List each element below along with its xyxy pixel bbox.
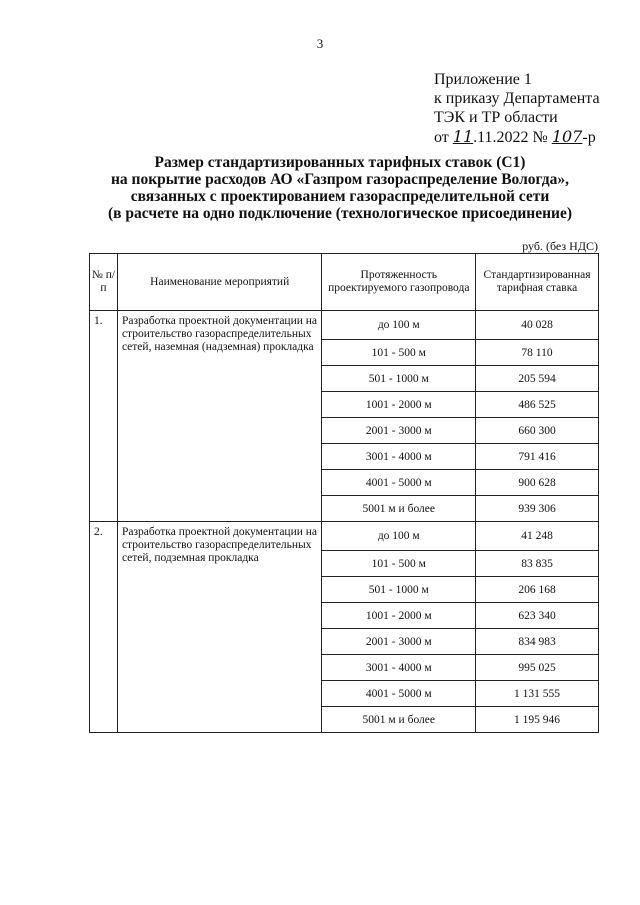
title-line3: связанных с проектированием газораспределительной сети [130, 188, 550, 205]
rate-cell: 623 340 [476, 603, 599, 629]
length-cell: 4001 - 5000 м [322, 681, 476, 707]
rate-cell: 1 195 946 [476, 707, 599, 733]
activity-name-cell: Разработка проектной документации на строительство газораспределительных сетей, наземная (надземная) прокладка [117, 311, 322, 522]
appendix-block [434, 70, 600, 147]
page-number: 3 [316, 36, 324, 51]
rate-cell: 660 300 [476, 418, 599, 444]
length-cell: 3001 - 4000 м [322, 444, 476, 470]
table-row [90, 522, 599, 551]
appendix-line2: к приказу Департамента [434, 90, 600, 107]
title-line4: (в расчете на одно подключение (технологическое присоединение) [108, 205, 572, 222]
rate-cell: 486 525 [476, 392, 599, 418]
rate-cell: 995 025 [476, 655, 599, 681]
rate-cell: 83 835 [476, 551, 599, 577]
rate-cell: 939 306 [476, 496, 599, 522]
length-cell: 5001 м и более [322, 707, 476, 733]
table-row [90, 311, 599, 340]
tariff-table [89, 253, 599, 733]
rate-cell: 791 416 [476, 444, 599, 470]
row-number-cell: 1. [90, 311, 118, 522]
appendix-line1: Приложение 1 [434, 71, 532, 88]
length-cell: 5001 м и более [322, 496, 476, 522]
date-prefix: от [434, 129, 449, 146]
rate-cell: 900 628 [476, 470, 599, 496]
date-rest: .11.2022 № [473, 129, 548, 146]
rate-cell: 78 110 [476, 340, 599, 366]
length-cell: 501 - 1000 м [322, 366, 476, 392]
rate-cell: 41 248 [476, 522, 599, 551]
header-activity: Наименование мероприятий [117, 254, 322, 311]
title-line2: на покрытие расходов АО «Газпром газораспределение Вологда», [110, 171, 570, 188]
length-cell: 4001 - 5000 м [322, 470, 476, 496]
length-cell: 3001 - 4000 м [322, 655, 476, 681]
rate-cell: 40 028 [476, 311, 599, 340]
length-cell: 501 - 1000 м [322, 577, 476, 603]
length-cell: 1001 - 2000 м [322, 392, 476, 418]
rate-cell: 1 131 555 [476, 681, 599, 707]
table-body [90, 311, 599, 733]
length-cell: 2001 - 3000 м [322, 418, 476, 444]
header-rate: Стандартизированная тарифная ставка [476, 254, 599, 311]
length-cell: 1001 - 2000 м [322, 603, 476, 629]
rate-cell: 834 983 [476, 629, 599, 655]
appendix-line3: ТЭК и ТР области [434, 109, 558, 126]
length-cell: 101 - 500 м [322, 551, 476, 577]
document-title [80, 154, 600, 222]
appendix-date-line [434, 127, 600, 147]
order-suffix: -р [582, 129, 596, 146]
rate-cell: 205 594 [476, 366, 599, 392]
order-number-handwritten: 107 [551, 127, 583, 146]
header-number: № п/п [90, 254, 118, 311]
length-cell: 101 - 500 м [322, 340, 476, 366]
table-header-row [90, 254, 599, 311]
row-number-cell: 2. [90, 522, 118, 733]
rate-cell: 206 168 [476, 577, 599, 603]
title-line1: Размер стандартизированных тарифных ставок (С1) [154, 154, 526, 171]
currency-unit-note: руб. (без НДС) [522, 239, 598, 253]
length-cell: до 100 м [322, 311, 476, 340]
activity-name-cell: Разработка проектной документации на строительство газораспределительных сетей, подземная прокладка [117, 522, 322, 733]
length-cell: 2001 - 3000 м [322, 629, 476, 655]
header-length: Протяженность проектируемого газопровода [322, 254, 476, 311]
length-cell: до 100 м [322, 522, 476, 551]
date-day-handwritten: 11 [452, 127, 474, 146]
